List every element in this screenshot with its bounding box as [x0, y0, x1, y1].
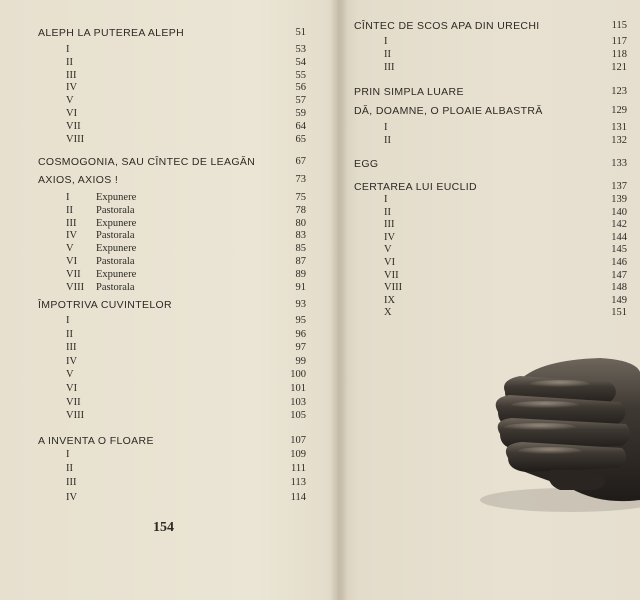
section-title: ALEPH LA PUTEREA ALEPH [38, 27, 185, 39]
subsection-numeral: II [384, 48, 391, 60]
section-title: DĂ, DOAMNE, O PLOAIE ALBASTRĂ [354, 105, 543, 117]
subsection-page-number: 59 [295, 108, 306, 119]
subsection-label: Pastorala [96, 230, 135, 242]
subsection-page-number: 65 [295, 133, 306, 145]
section-page-number: 133 [611, 158, 627, 169]
subsection-page-number: 142 [611, 219, 627, 231]
subsection-numeral: II [66, 463, 73, 475]
subsection-page-number: 54 [295, 56, 306, 68]
subsection-label: Pastorala [96, 281, 135, 293]
subsection-page-number: 139 [611, 194, 627, 205]
subsection-page-number: 148 [611, 282, 627, 294]
subsection-numeral: II [384, 134, 391, 146]
section-page-number: 123 [611, 86, 627, 97]
subsection-numeral: VIII [66, 281, 85, 293]
subsection-label: Expunere [96, 217, 137, 229]
subsection-numeral: VI [384, 257, 396, 268]
subsection-page-number: 91 [295, 281, 306, 293]
section-title: COSMOGONIA, SAU CÎNTEC DE LEAGĂN [38, 156, 256, 168]
subsection-numeral: IX [384, 294, 396, 306]
subsection-numeral: III [66, 477, 77, 489]
subsection-numeral: IV [66, 82, 78, 94]
subsection-numeral: III [384, 219, 395, 231]
subsection-numeral: I [384, 36, 388, 47]
subsection-numeral: II [66, 56, 73, 68]
section-title: AXIOS, AXIOS ! [38, 174, 119, 186]
subsection-page-number: 80 [295, 217, 306, 229]
subsection-page-number: 144 [611, 231, 627, 243]
subsection-page-number: 101 [290, 383, 306, 394]
subsection-page-number: 151 [611, 307, 627, 319]
subsection-page-number: 64 [295, 120, 306, 132]
subsection-numeral: V [384, 244, 392, 256]
subsection-page-number: 75 [295, 192, 306, 203]
subsection-numeral: VIII [66, 133, 85, 145]
section-title: A INVENTA O FLOARE [38, 435, 154, 447]
subsection-numeral: III [66, 217, 77, 229]
subsection-numeral: VIII [66, 410, 85, 422]
subsection-numeral: I [384, 122, 388, 133]
subsection-page-number: 121 [611, 61, 627, 73]
subsection-numeral: IV [66, 491, 78, 503]
subsection-label: Pastorala [96, 256, 135, 267]
subsection-numeral: V [66, 369, 74, 381]
subsection-page-number: 131 [611, 122, 627, 133]
subsection-label: Expunere [96, 192, 137, 203]
subsection-page-number: 105 [290, 410, 306, 422]
subsection-numeral: IV [66, 355, 78, 367]
subsection-numeral: V [66, 95, 74, 107]
subsection-numeral: VIII [384, 282, 403, 294]
subsection-page-number: 55 [295, 69, 306, 81]
section-title: CERTAREA LUI EUCLID [354, 181, 477, 193]
subsection-page-number: 95 [295, 315, 306, 326]
subsection-page-number: 145 [611, 244, 627, 256]
subsection-page-number: 109 [290, 449, 306, 460]
subsection-numeral: X [384, 307, 392, 319]
subsection-page-number: 140 [611, 206, 627, 218]
section-page-number: 51 [295, 27, 306, 38]
subsection-numeral: II [66, 204, 73, 216]
subsection-page-number: 113 [290, 477, 306, 489]
section-page-number: 129 [611, 105, 627, 116]
subsection-page-number: 149 [611, 294, 627, 306]
subsection-numeral: VI [66, 256, 78, 267]
subsection-numeral: VII [66, 120, 81, 132]
subsection-numeral: I [66, 44, 70, 55]
subsection-page-number: 97 [295, 342, 306, 354]
subsection-numeral: III [66, 342, 77, 354]
subsection-page-number: 83 [295, 230, 306, 242]
subsection-page-number: 96 [295, 328, 306, 340]
subsection-numeral: I [66, 315, 70, 326]
section-title: CÎNTEC DE SCOS APA DIN URECHI [354, 20, 540, 32]
subsection-page-number: 56 [295, 82, 306, 94]
subsection-page-number: 85 [295, 243, 306, 255]
subsection-numeral: VI [66, 108, 78, 119]
subsection-page-number: 114 [290, 491, 306, 503]
section-page-number: 73 [295, 174, 306, 185]
subsection-page-number: 117 [611, 36, 627, 47]
section-page-number: 137 [611, 181, 627, 192]
subsection-numeral: VII [384, 269, 399, 281]
subsection-numeral: I [384, 194, 388, 205]
subsection-page-number: 89 [295, 268, 306, 280]
subsection-page-number: 57 [295, 95, 306, 107]
section-page-number: 67 [295, 156, 306, 167]
subsection-page-number: 103 [290, 396, 306, 408]
subsection-page-number: 53 [295, 44, 306, 55]
section-page-number: 115 [611, 20, 627, 31]
subsection-numeral: VII [66, 268, 81, 280]
subsection-label: Pastorala [96, 204, 135, 216]
subsection-numeral: II [384, 206, 391, 218]
subsection-numeral: VI [66, 383, 78, 394]
subsection-numeral: IV [66, 230, 78, 242]
subsection-page-number: 78 [295, 204, 306, 216]
subsection-numeral: III [66, 69, 77, 81]
subsection-numeral: I [66, 192, 70, 203]
subsection-page-number: 146 [611, 257, 627, 268]
subsection-label: Expunere [96, 268, 137, 280]
subsection-page-number: 100 [290, 369, 306, 381]
subsection-label: Expunere [96, 243, 137, 255]
section-title: EGG [354, 158, 379, 170]
page-number: 154 [153, 520, 174, 535]
subsection-numeral: I [66, 449, 70, 460]
subsection-page-number: 118 [611, 48, 627, 60]
subsection-page-number: 132 [611, 134, 627, 146]
subsection-numeral: IV [384, 231, 396, 243]
section-title: PRIN SIMPLA LUARE [354, 86, 464, 98]
subsection-numeral: V [66, 243, 74, 255]
subsection-page-number: 111 [291, 463, 306, 475]
subsection-page-number: 87 [295, 256, 306, 267]
section-page-number: 93 [295, 299, 306, 310]
subsection-numeral: II [66, 328, 73, 340]
section-page-number: 107 [290, 435, 306, 446]
section-title: ÎMPOTRIVA CUVINTELOR [38, 299, 172, 311]
subsection-numeral: VII [66, 396, 81, 408]
subsection-page-number: 99 [295, 355, 306, 367]
subsection-numeral: III [384, 61, 395, 73]
subsection-page-number: 147 [611, 269, 627, 281]
